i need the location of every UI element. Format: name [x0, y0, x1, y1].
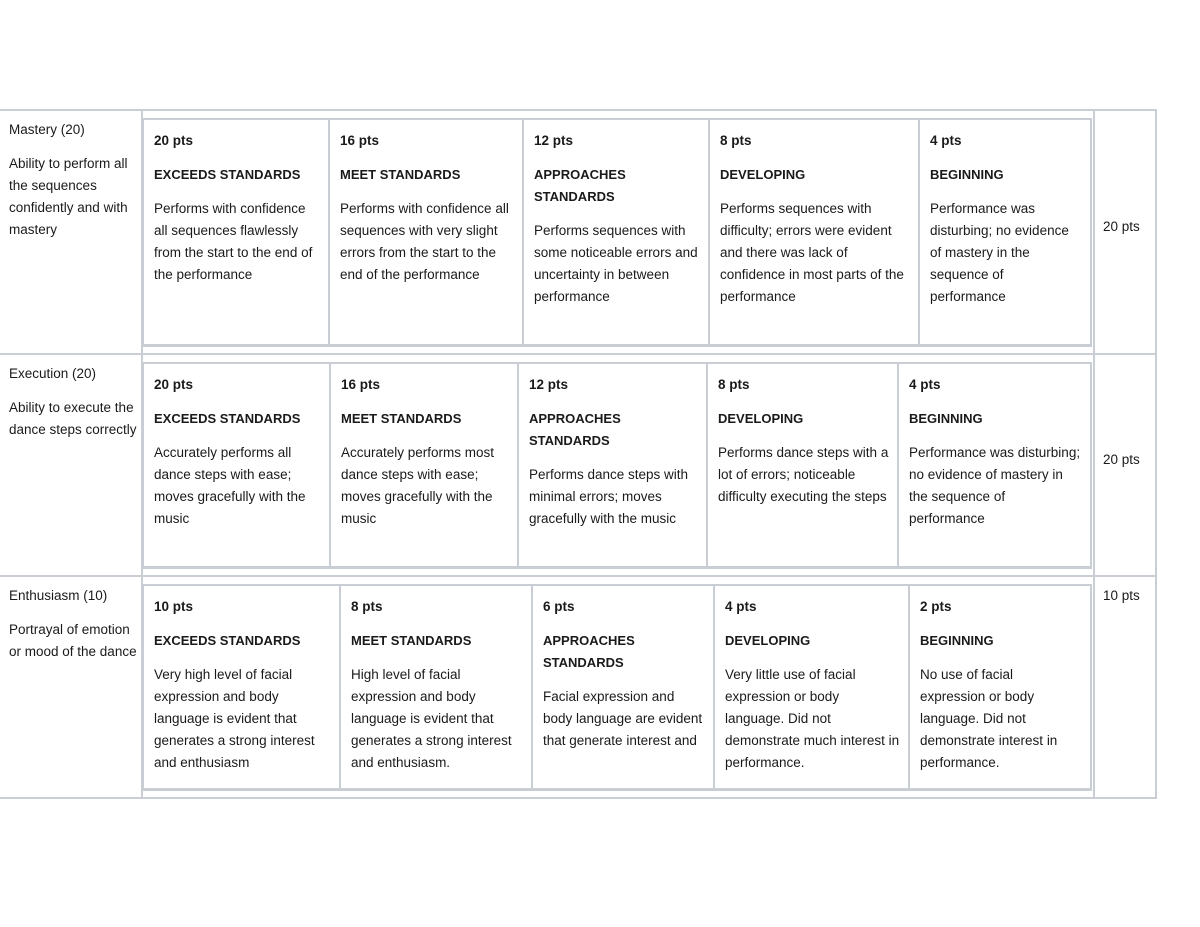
level-description: Very high level of facial expression and body language is evident that generates a strong interest and enthusiasm — [154, 667, 315, 770]
level-points: 4 pts — [725, 599, 757, 614]
criterion-cell — [9, 363, 137, 441]
level-cell — [522, 120, 708, 344]
level-points: 8 pts — [718, 377, 750, 392]
level-points: 12 pts — [529, 377, 569, 392]
level-cell — [918, 120, 1090, 344]
level-description: Performs sequences with some noticeable errors and uncertainty in between performance — [534, 223, 698, 304]
level-description: Performance was disturbing; no evidence of mastery in the sequence of performance — [909, 445, 1081, 526]
level-cell — [144, 364, 329, 566]
level-description: Accurately performs all dance steps with ease; moves gracefully with the music — [154, 445, 306, 526]
level-cell — [708, 120, 918, 344]
level-points: 4 pts — [930, 133, 962, 148]
level-cell — [328, 120, 522, 344]
level-description: High level of facial expression and body language is evident that generates a strong interest and enthusiasm. — [351, 667, 512, 770]
level-points: 2 pts — [920, 599, 952, 614]
row-divider — [0, 353, 1157, 355]
level-points: 8 pts — [720, 133, 752, 148]
level-cell — [706, 364, 897, 566]
level-cell — [908, 586, 1090, 788]
level-cell — [713, 586, 908, 788]
level-label: MEET STANDARDS — [341, 411, 462, 426]
row-divider — [0, 575, 1157, 577]
level-label: DEVELOPING — [725, 633, 811, 648]
column-divider — [1093, 109, 1095, 799]
level-description: No use of facial expression or body language. Did not demonstrate interest in performance. — [920, 667, 1058, 770]
level-points: 6 pts — [543, 599, 575, 614]
table-bottom-border — [0, 797, 1157, 799]
level-cell — [329, 364, 517, 566]
table-right-border — [1155, 109, 1157, 799]
level-description: Performs with confidence all sequences flawlessly from the start to the end of the performance — [154, 201, 313, 282]
level-cell — [531, 586, 713, 788]
level-points: 20 pts — [154, 377, 194, 392]
score-value: 20 pts — [1103, 219, 1140, 234]
level-label: APPROACHES STANDARDS — [534, 167, 626, 204]
criterion-cell — [9, 585, 137, 663]
level-label: BEGINNING — [909, 411, 983, 426]
level-cell — [144, 120, 328, 344]
level-label: MEET STANDARDS — [351, 633, 472, 648]
level-label: EXCEEDS STANDARDS — [154, 167, 301, 182]
level-label: DEVELOPING — [720, 167, 806, 182]
table-top-border — [0, 109, 1157, 111]
criterion-title: Mastery (20) — [9, 122, 85, 137]
level-label: MEET STANDARDS — [340, 167, 461, 182]
level-label: APPROACHES STANDARDS — [529, 411, 621, 448]
criterion-description: Portrayal of emotion or mood of the dance — [9, 622, 137, 659]
level-points: 12 pts — [534, 133, 574, 148]
level-description: Performs dance steps with minimal errors; moves gracefully with the music — [529, 467, 689, 526]
score-value: 10 pts — [1103, 588, 1140, 603]
criterion-title: Enthusiasm (10) — [9, 588, 108, 603]
level-description: Facial expression and body language are evident that generate interest and — [543, 689, 703, 748]
level-description: Performance was disturbing; no evidence of mastery in the sequence of performance — [930, 201, 1069, 304]
level-points: 4 pts — [909, 377, 941, 392]
level-label: EXCEEDS STANDARDS — [154, 411, 301, 426]
level-points: 8 pts — [351, 599, 383, 614]
criterion-cell — [9, 119, 137, 241]
level-cell — [339, 586, 531, 788]
score-value: 20 pts — [1103, 452, 1140, 467]
level-label: BEGINNING — [930, 167, 1004, 182]
level-cell — [897, 364, 1090, 566]
level-label: APPROACHES STANDARDS — [543, 633, 635, 670]
rating-levels — [142, 362, 1092, 568]
level-description: Accurately performs most dance steps with ease; moves gracefully with the music — [341, 445, 495, 526]
cell-underline — [142, 567, 1092, 569]
level-cell — [144, 586, 339, 788]
criterion-description: Ability to perform all the sequences confidently and with mastery — [9, 156, 128, 237]
criterion-description: Ability to execute the dance steps correctly — [9, 400, 137, 437]
level-points: 20 pts — [154, 133, 194, 148]
level-description: Very little use of facial expression or body language. Did not demonstrate much interest in performance. — [725, 667, 900, 770]
level-points: 10 pts — [154, 599, 194, 614]
level-label: EXCEEDS STANDARDS — [154, 633, 301, 648]
level-description: Performs sequences with difficulty; errors were evident and there was lack of confidence in most parts of the performance — [720, 201, 904, 304]
rating-levels — [142, 118, 1092, 346]
level-points: 16 pts — [341, 377, 381, 392]
level-cell — [517, 364, 706, 566]
level-description: Performs with confidence all sequences with very slight errors from the start to the end of the performance — [340, 201, 509, 282]
cell-underline — [142, 345, 1092, 347]
criterion-title: Execution (20) — [9, 366, 97, 381]
level-label: DEVELOPING — [718, 411, 804, 426]
level-points: 16 pts — [340, 133, 380, 148]
level-description: Performs dance steps with a lot of errors; noticeable difficulty executing the steps — [718, 445, 889, 504]
level-label: BEGINNING — [920, 633, 994, 648]
cell-underline — [142, 789, 1092, 791]
rating-levels — [142, 584, 1092, 790]
